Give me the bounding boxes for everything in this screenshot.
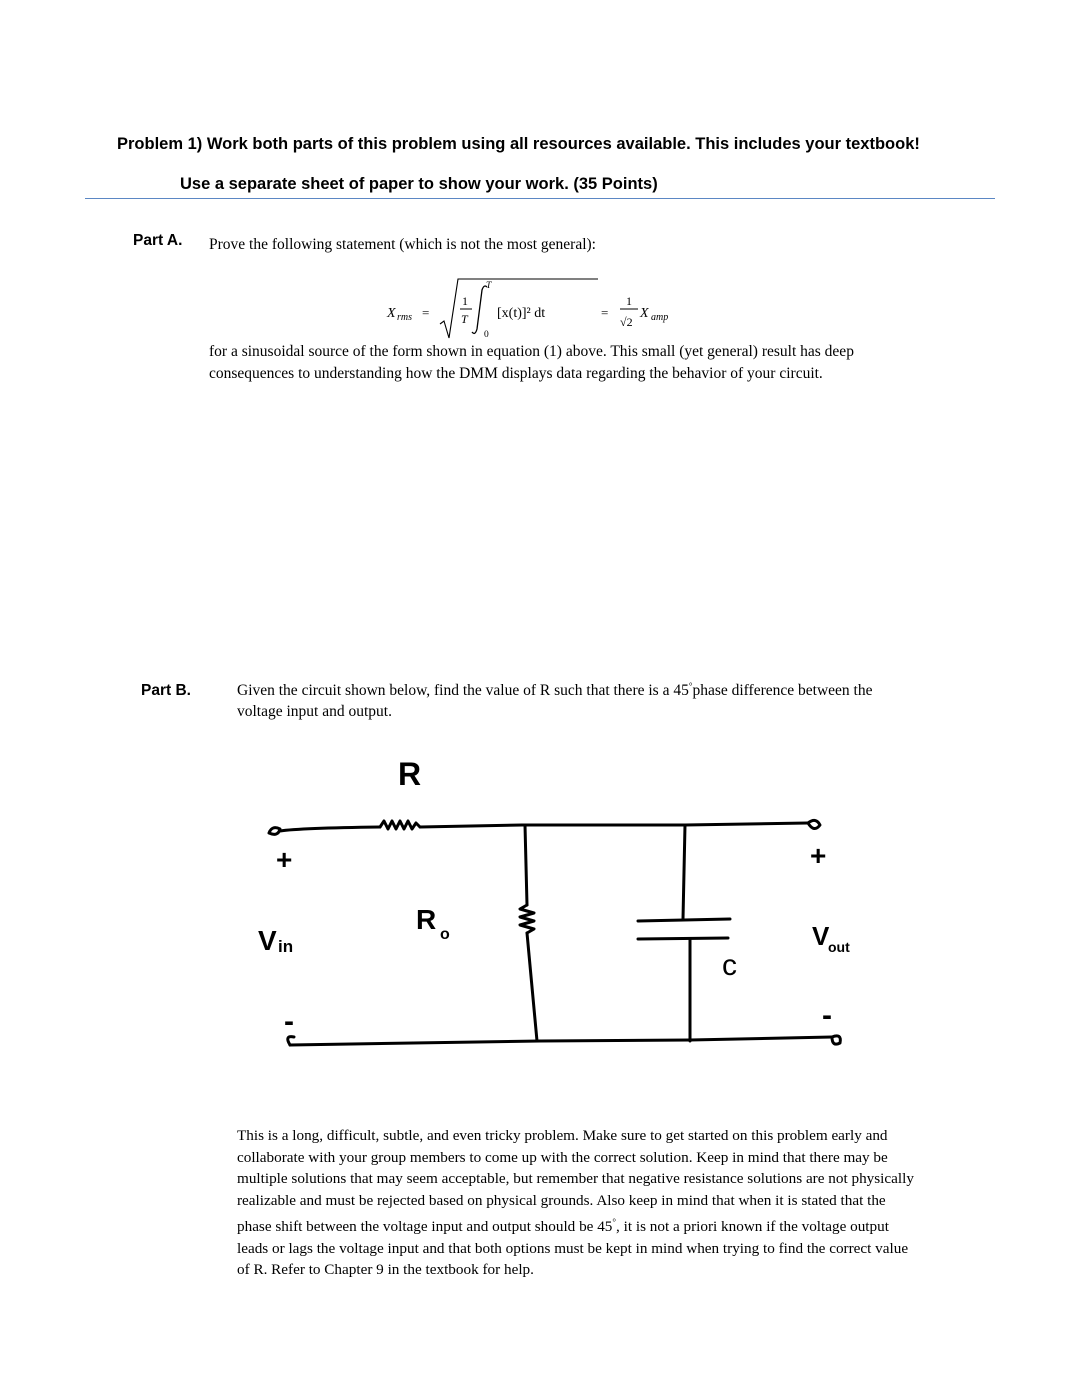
label-vin-sub: in [278, 937, 294, 956]
formula-frac-num: 1 [462, 294, 468, 308]
label-vout: V [812, 921, 830, 951]
label-vin: V [258, 925, 277, 956]
formula-equals-2: = [601, 305, 609, 320]
resistor-ro [520, 905, 534, 933]
formula-lhs: X [387, 306, 396, 321]
minus-right: - [822, 999, 832, 1032]
notes-part1: This is a long, difficult, subtle, and even tricky problem. Make sure to get started on this problem early and collaborate with your group members to come up with the correct solution. Keep in mind that there may be multiple solutions that may seem acceptable, but remember that negative resistance solutions are not physically realizable and must be rejected based on physical grounds. Also keep in mind that when it is stated that the phase shift between the voltage input and output should be 45 [237, 1127, 914, 1235]
formula-equals: = [422, 305, 430, 320]
part-a-prompt: Prove the following statement (which is not the most general): [209, 236, 596, 253]
label-ro: R [416, 904, 437, 935]
cap-plate-bottom [638, 938, 728, 939]
degree-symbol: ° [688, 681, 693, 691]
circuit-diagram [240, 745, 880, 1065]
plus-left: + [276, 844, 293, 875]
label-c: c [722, 949, 737, 982]
integral-lower: 0 [484, 330, 489, 340]
part-a-label: Part A. [133, 232, 183, 249]
label-ro-sub: o [440, 926, 450, 943]
formula-integrand: [x(t)]² dt [497, 306, 546, 321]
label-r: R [398, 756, 422, 792]
notes-part2: , it is not a priori known if the voltage output leads or lags the voltage input and that both options must be kept in mind when trying to find the correct value of R. Refer to Chapter 9 in the textbook for help. [237, 1217, 909, 1279]
formula-frac-den: T [461, 312, 468, 326]
coef-num: 1 [626, 294, 632, 308]
part-b-notes [237, 1125, 917, 1281]
header-divider [85, 198, 995, 199]
formula-rhs: X [640, 306, 649, 321]
rms-formula [380, 276, 720, 342]
part-b-prompt-after: phase difference between the voltage input and output. [237, 682, 873, 721]
cap-plate-top [638, 919, 730, 921]
formula-lhs-sub: rms [397, 312, 413, 323]
instructions-heading: Use a separate sheet of paper to show your work. (35 Points) [180, 175, 658, 193]
terminal-top-left [269, 828, 280, 835]
top-wire-left [280, 827, 380, 831]
plus-right: + [810, 840, 827, 871]
terminal-bottom-right [832, 1036, 840, 1044]
bottom-wire [290, 1037, 832, 1045]
part-b-prompt-before: Given the circuit shown below, find the value of R such that there is a 45 [237, 682, 689, 700]
part-a-body: for a sinusoidal source of the form shown in equation (1) above. This small (yet general) result has deep consequences to understanding how the DMM displays data regarding the behavior of your circuit. [209, 343, 854, 382]
notes-degree-symbol: ° [612, 1216, 617, 1227]
terminal-top-right [808, 820, 820, 828]
minus-left: - [284, 1005, 294, 1038]
integral-sign [472, 286, 487, 333]
problem-heading: Problem 1) Work both parts of this problem using all resources available. This includes your textbook! [117, 135, 920, 153]
top-wire-right [420, 823, 808, 827]
label-vout-sub: out [828, 939, 850, 955]
integral-upper: T [486, 281, 492, 291]
part-b-prompt [237, 676, 887, 722]
coef-den: √2 [620, 315, 633, 329]
resistor-r [380, 821, 420, 829]
formula-rhs-sub: amp [651, 312, 669, 323]
ro-wire-bottom [527, 933, 537, 1041]
ro-wire-top [525, 825, 527, 905]
part-b-label: Part B. [141, 682, 191, 699]
cap-wire-top [683, 825, 685, 919]
